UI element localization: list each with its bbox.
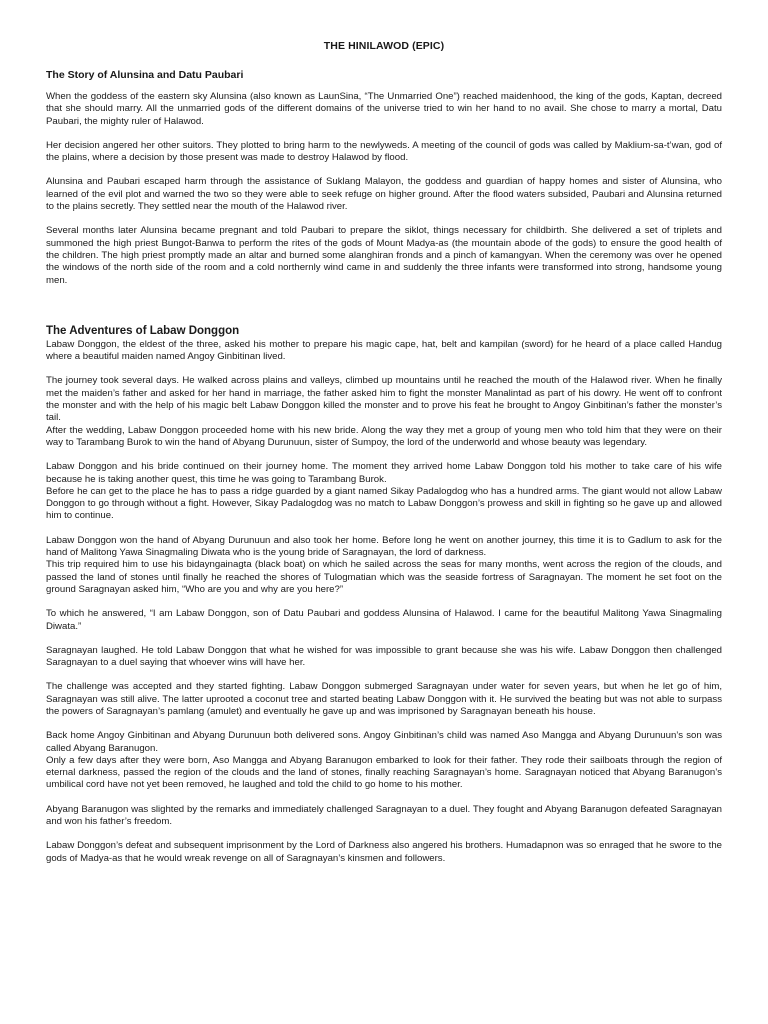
paragraph: Saragnayan laughed. He told Labaw Donggon that what he wished for was impossible to grant because she was his wife. Labaw Donggon then challenged Saragnayan to a duel saying that whoever wins will have her. — [46, 644, 722, 669]
section-heading-labaw-donggon: The Adventures of Labaw Donggon — [46, 324, 240, 337]
paragraph: The journey took several days. He walked across plains and valleys, climbed up mountains until he reached the mouth of the Halawod river. When he finally met the maiden’s father and asked for her hand in marriage, the father asked him to fight the monster Manalintad as part of his dowry. He went off to confront the monster and with the help of his magic belt Labaw Donggon killed the monster and to prove his feat he brought to Angoy Ginbitinan’s father the monster’s tail. After the wedding, Labaw Donggon proceeded home with his new bride. Along the way they met a group of young men who told him that they were on their way to Tarambang Burok to win the hand of Abyang Durunuun, sister of Sumpoy, the lord of the underworld and whose beauty was legendary. — [46, 375, 722, 448]
paragraph: Labaw Donggon, the eldest of the three, asked his mother to prepare his magic cape, hat, belt and kampilan (sword) for he heard of a place called Handug where a beautiful maiden named Angoy Ginbitinan lived. — [46, 338, 722, 363]
paragraph: Back home Angoy Ginbitinan and Abyang Durunuun both delivered sons. Angoy Ginbitinan’s child was named Aso Mangga and Abyang Durunuun’s son was called Abyang Baranugon. Only a few days after they were born, Aso Mangga and Abyang Baranugon embarked to look for their father. They rode their sailboats through the region of eternal darkness, passed the region of the clouds and the land of stones, finally reaching Saragnayan’s home. Saragnayan noticed that Abyang Baranugon’s umbilical cord have not yet been removed, he laughed and told the child to go home to his mother. — [46, 730, 722, 791]
document-title: THE HINILAWOD (EPIC) — [323, 40, 445, 52]
paragraph: Labaw Donggon’s defeat and subsequent imprisonment by the Lord of Darkness also angered his brothers. Humadapnon was so enraged that he swore to the gods of Madya-as that he would wreak revenge on all of Saragnayan’s kinsmen and followers. — [46, 840, 722, 864]
paragraph: To which he answered, “I am Labaw Donggon, son of Datu Paubari and goddess Alunsina of Halawod. I came for the beautiful Malitong Yawa Sinagmaling Diwata.” — [46, 608, 722, 632]
paragraph: Labaw Donggon and his bride continued on their journey home. The moment they arrived home Labaw Donggon told his mother to take care of his wife because he is taking another quest, this time he was going to Tarambang Burok. Before he can get to the place he has to pass a ridge guarded by a giant named Sikay Padalogdog who has a hundred arms. The giant would not allow Labaw Donggon to go through without a fight. However, Sikay Padalogdog was no match to Labaw Donggon’s prowess and skill in fighting so he gave up and allowed him to continue. — [46, 461, 722, 522]
paragraph: The challenge was accepted and they started fighting. Labaw Donggon submerged Saragnayan under water for seven years, but when he let go of him, Saragnayan was still alive. The latter uprooted a coconut tree and started beating Labaw Donggon with it. He survived the beating but was not able to surpass the powers of Saragnayan’s pamlang (amulet) and eventually he gave up and was imprisoned by Saragnayan beneath his house. — [46, 681, 722, 717]
paragraph: Alunsina and Paubari escaped harm through the assistance of Suklang Malayon, the goddess and guardian of happy homes and sister of Alunsina, who learned of the evil plot and warned the two so they were able to seek refuge on higher ground. After the flood waters subsided, Paubari and Alunsina returned to the plains secretly. They settled near the mouth of the Halawod river. — [46, 176, 722, 213]
paragraph: Labaw Donggon won the hand of Abyang Durunuun and also took her home. Before long he went on another journey, this time it is to Gadlum to ask for the hand of Malitong Yawa Sinagmaling Diwata who is the young bride of Saragnayan, the lord of darkness. This trip required him to use his bidayngainagta (black boat) on which he sailed across the seas for many months, went across the region of the clouds, and passed the land of stones until finally he reached the shores of Tulogmatian which was the seaside fortress of Saragnayan. The moment he set foot on the ground Saragnayan asked him, “Who are you and why are you here?” — [46, 534, 722, 595]
paragraph: When the goddess of the eastern sky Alunsina (also known as LaunSina, “The Unmarried One”) reached maidenhood, the king of the gods, Kaptan, decreed that she should marry. All the unmarried gods of the different domains of the universe tried to win her hand to no avail. She chose to marry a mortal, Datu Paubari, the mighty ruler of Halawod. — [46, 91, 722, 127]
paragraph: Abyang Baranugon was slighted by the remarks and immediately challenged Saragnayan to a duel. They fought and Abyang Baranugon defeated Saragnayan and won his father’s freedom. — [46, 803, 722, 828]
paragraph: Her decision angered her other suitors. They plotted to bring harm to the newlyweds. A meeting of the council of gods was called by Maklium-sa-t’wan, god of the plains, where a decision by those present was made to destroy Halawod by flood. — [46, 139, 722, 164]
section-heading-alunsina: The Story of Alunsina and Datu Paubari — [46, 69, 244, 81]
paragraph: Several months later Alunsina became pregnant and told Paubari to prepare the siklot, things necessary for childbirth. She delivered a set of triplets and summoned the high priest Bungot-Banwa to perform the rites of the gods of Mount Madya-as (the mountain abode of the gods) to ensure the good health of the children. The high priest promptly made an altar and burned some alanghiran fronds and a pinch of kamangyan. When the ceremony was over he opened the windows of the north side of the room and a cold northernly wind came in and suddenly the three infants were transformed into strong, handsome young men. — [46, 225, 722, 286]
